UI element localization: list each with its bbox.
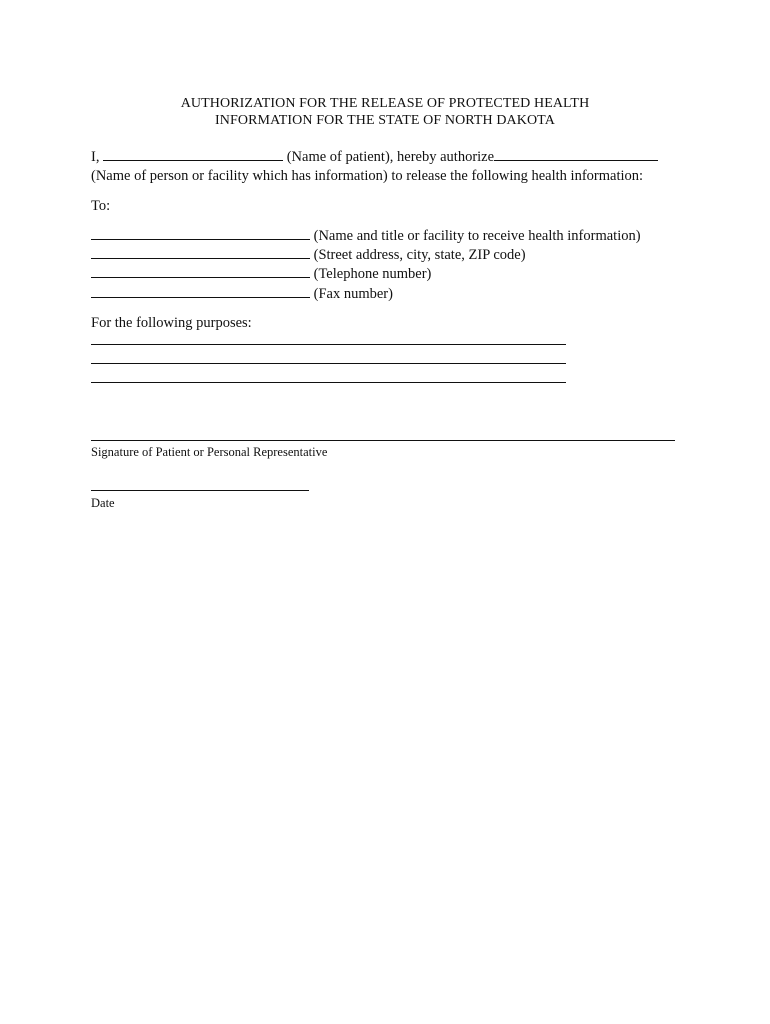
signature-line[interactable]: [91, 440, 675, 441]
date-label: Date: [91, 496, 115, 510]
recipient-name-row: [91, 226, 641, 245]
recipient-phone-label: (Telephone number): [310, 266, 432, 282]
intro-prefix: I,: [91, 149, 104, 165]
purposes-label: For the following purposes:: [91, 315, 252, 331]
document-title-line-2: INFORMATION FOR THE STATE OF NORTH DAKOTA: [215, 113, 555, 128]
recipient-fax-label: (Fax number): [310, 286, 393, 302]
intro-line-1: [91, 147, 658, 166]
patient-name-label: (Name of patient), hereby authorize: [283, 149, 495, 165]
recipient-address-field[interactable]: [91, 245, 310, 259]
patient-name-field[interactable]: [103, 147, 283, 161]
purpose-line-1[interactable]: [91, 344, 566, 345]
recipient-name-label: (Name and title or facility to receive health information): [310, 228, 641, 244]
authorized-party-field[interactable]: [494, 147, 658, 161]
purpose-line-2[interactable]: [91, 363, 566, 364]
recipient-address-row: [91, 245, 526, 264]
recipient-fax-row: [91, 284, 393, 303]
document-title-line-1: AUTHORIZATION FOR THE RELEASE OF PROTECTED HEALTH: [180, 96, 590, 111]
purpose-line-3[interactable]: [91, 382, 566, 383]
intro-line-2: (Name of person or facility which has information) to release the following health information:: [91, 168, 644, 184]
signature-label: Signature of Patient or Personal Representative: [91, 445, 328, 459]
recipient-fax-field[interactable]: [91, 284, 310, 298]
recipient-phone-field[interactable]: [91, 264, 310, 278]
to-label: To:: [91, 198, 111, 214]
recipient-name-field[interactable]: [91, 226, 310, 240]
date-line[interactable]: [91, 490, 309, 491]
recipient-address-label: (Street address, city, state, ZIP code): [310, 247, 526, 263]
recipient-phone-row: [91, 264, 431, 283]
